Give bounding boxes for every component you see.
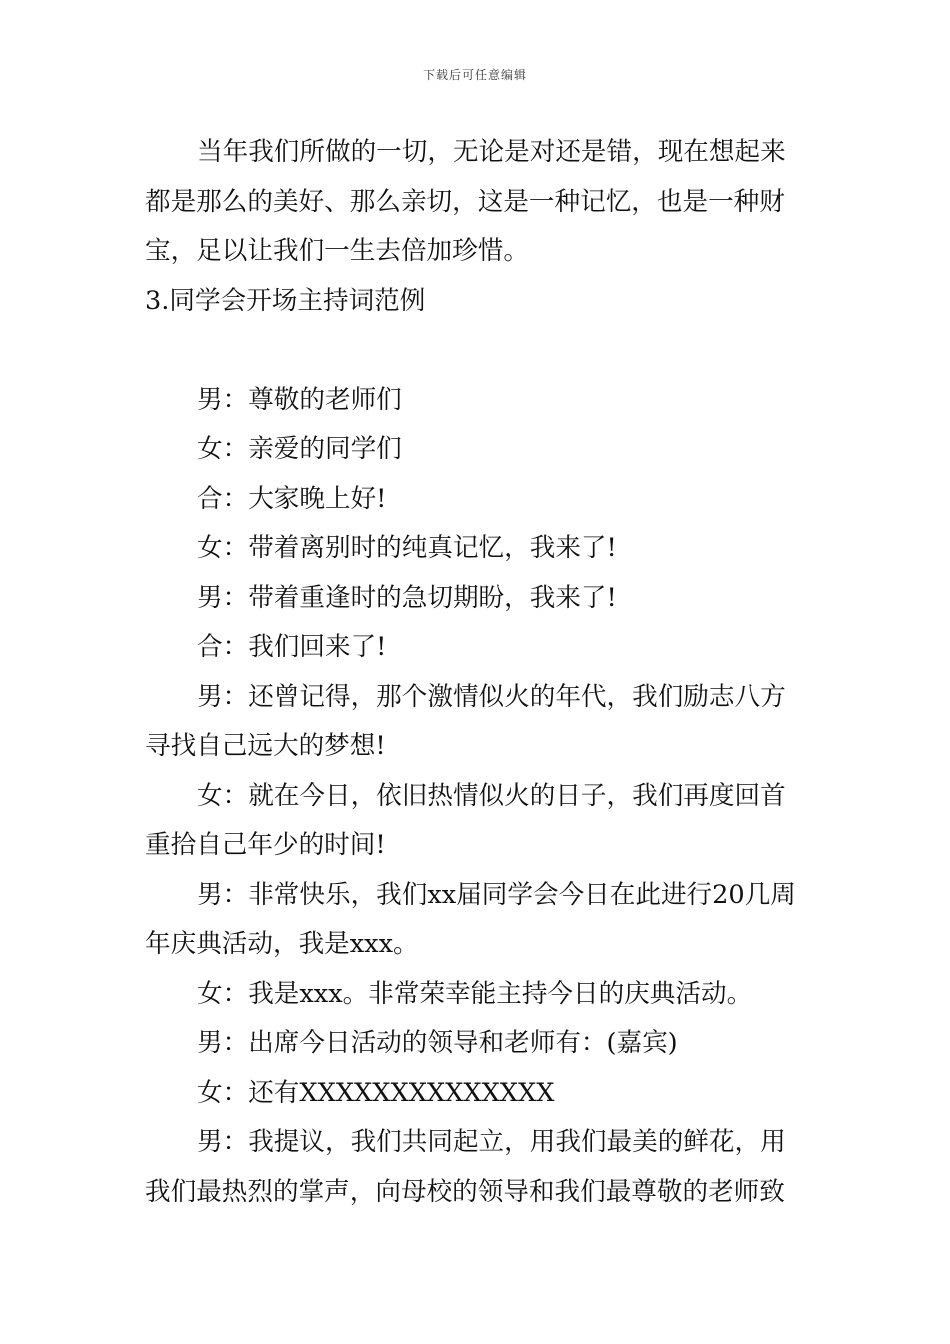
dialogue-line: 男：我提议，我们共同起立，用我们最美的鲜花，用 bbox=[197, 1127, 786, 1157]
dialogue-line: 女：还有XXXXXXXXXXXXXX bbox=[197, 1077, 555, 1108]
dialogue-line: 寻找自己远大的梦想! bbox=[145, 731, 386, 761]
dialogue-line: 男：尊敬的老师们 bbox=[197, 384, 402, 415]
dialogue-line: 男：非常快乐，我们xx届同学会今日在此进行20几周 bbox=[197, 879, 796, 910]
dialogue-line: 男：带着重逢时的急切期盼，我来了! bbox=[197, 582, 617, 613]
dialogue-line: 女：亲爱的同学们 bbox=[197, 434, 402, 464]
dialogue-line: 女：带着离别时的纯真记忆，我来了! bbox=[197, 533, 617, 563]
dialogue-line: 男：还曾记得，那个激情似火的年代，我们励志八方 bbox=[197, 681, 786, 712]
page-header: 下载后可任意编辑 bbox=[422, 68, 527, 82]
dialogue-line: 女：我是xxx。非常荣幸能主持今日的庆典活动。 bbox=[197, 978, 753, 1009]
dialogue-line: 年庆典活动，我是xxx。 bbox=[145, 929, 419, 959]
dialogue-line: 合：我们回来了! bbox=[197, 632, 387, 662]
dialogue-line: 我们最热烈的掌声，向母校的领导和我们最尊敬的老师致 bbox=[145, 1176, 785, 1207]
dialogue-line: 男：出席今日活动的领导和老师有：(嘉宾) bbox=[197, 1028, 678, 1058]
paragraph-line: 当年我们所做的一切，无论是对还是错，现在想起来 bbox=[197, 137, 786, 167]
paragraph-line: 宝，足以让我们一生去倍加珍惜。 bbox=[145, 236, 529, 266]
paragraph-line: 都是那么的美好、那么亲切，这是一种记忆，也是一种财 bbox=[145, 186, 785, 217]
dialogue-line: 合：大家晚上好! bbox=[197, 483, 387, 514]
dialogue-line: 女：就在今日，依旧热情似火的日子，我们再度回首 bbox=[197, 780, 786, 811]
dialogue-line: 重拾自己年少的时间! bbox=[145, 830, 386, 860]
document-body bbox=[145, 128, 810, 1217]
section-heading: 3.同学会开场主持词范例 bbox=[145, 285, 426, 316]
blank-line bbox=[145, 326, 810, 376]
